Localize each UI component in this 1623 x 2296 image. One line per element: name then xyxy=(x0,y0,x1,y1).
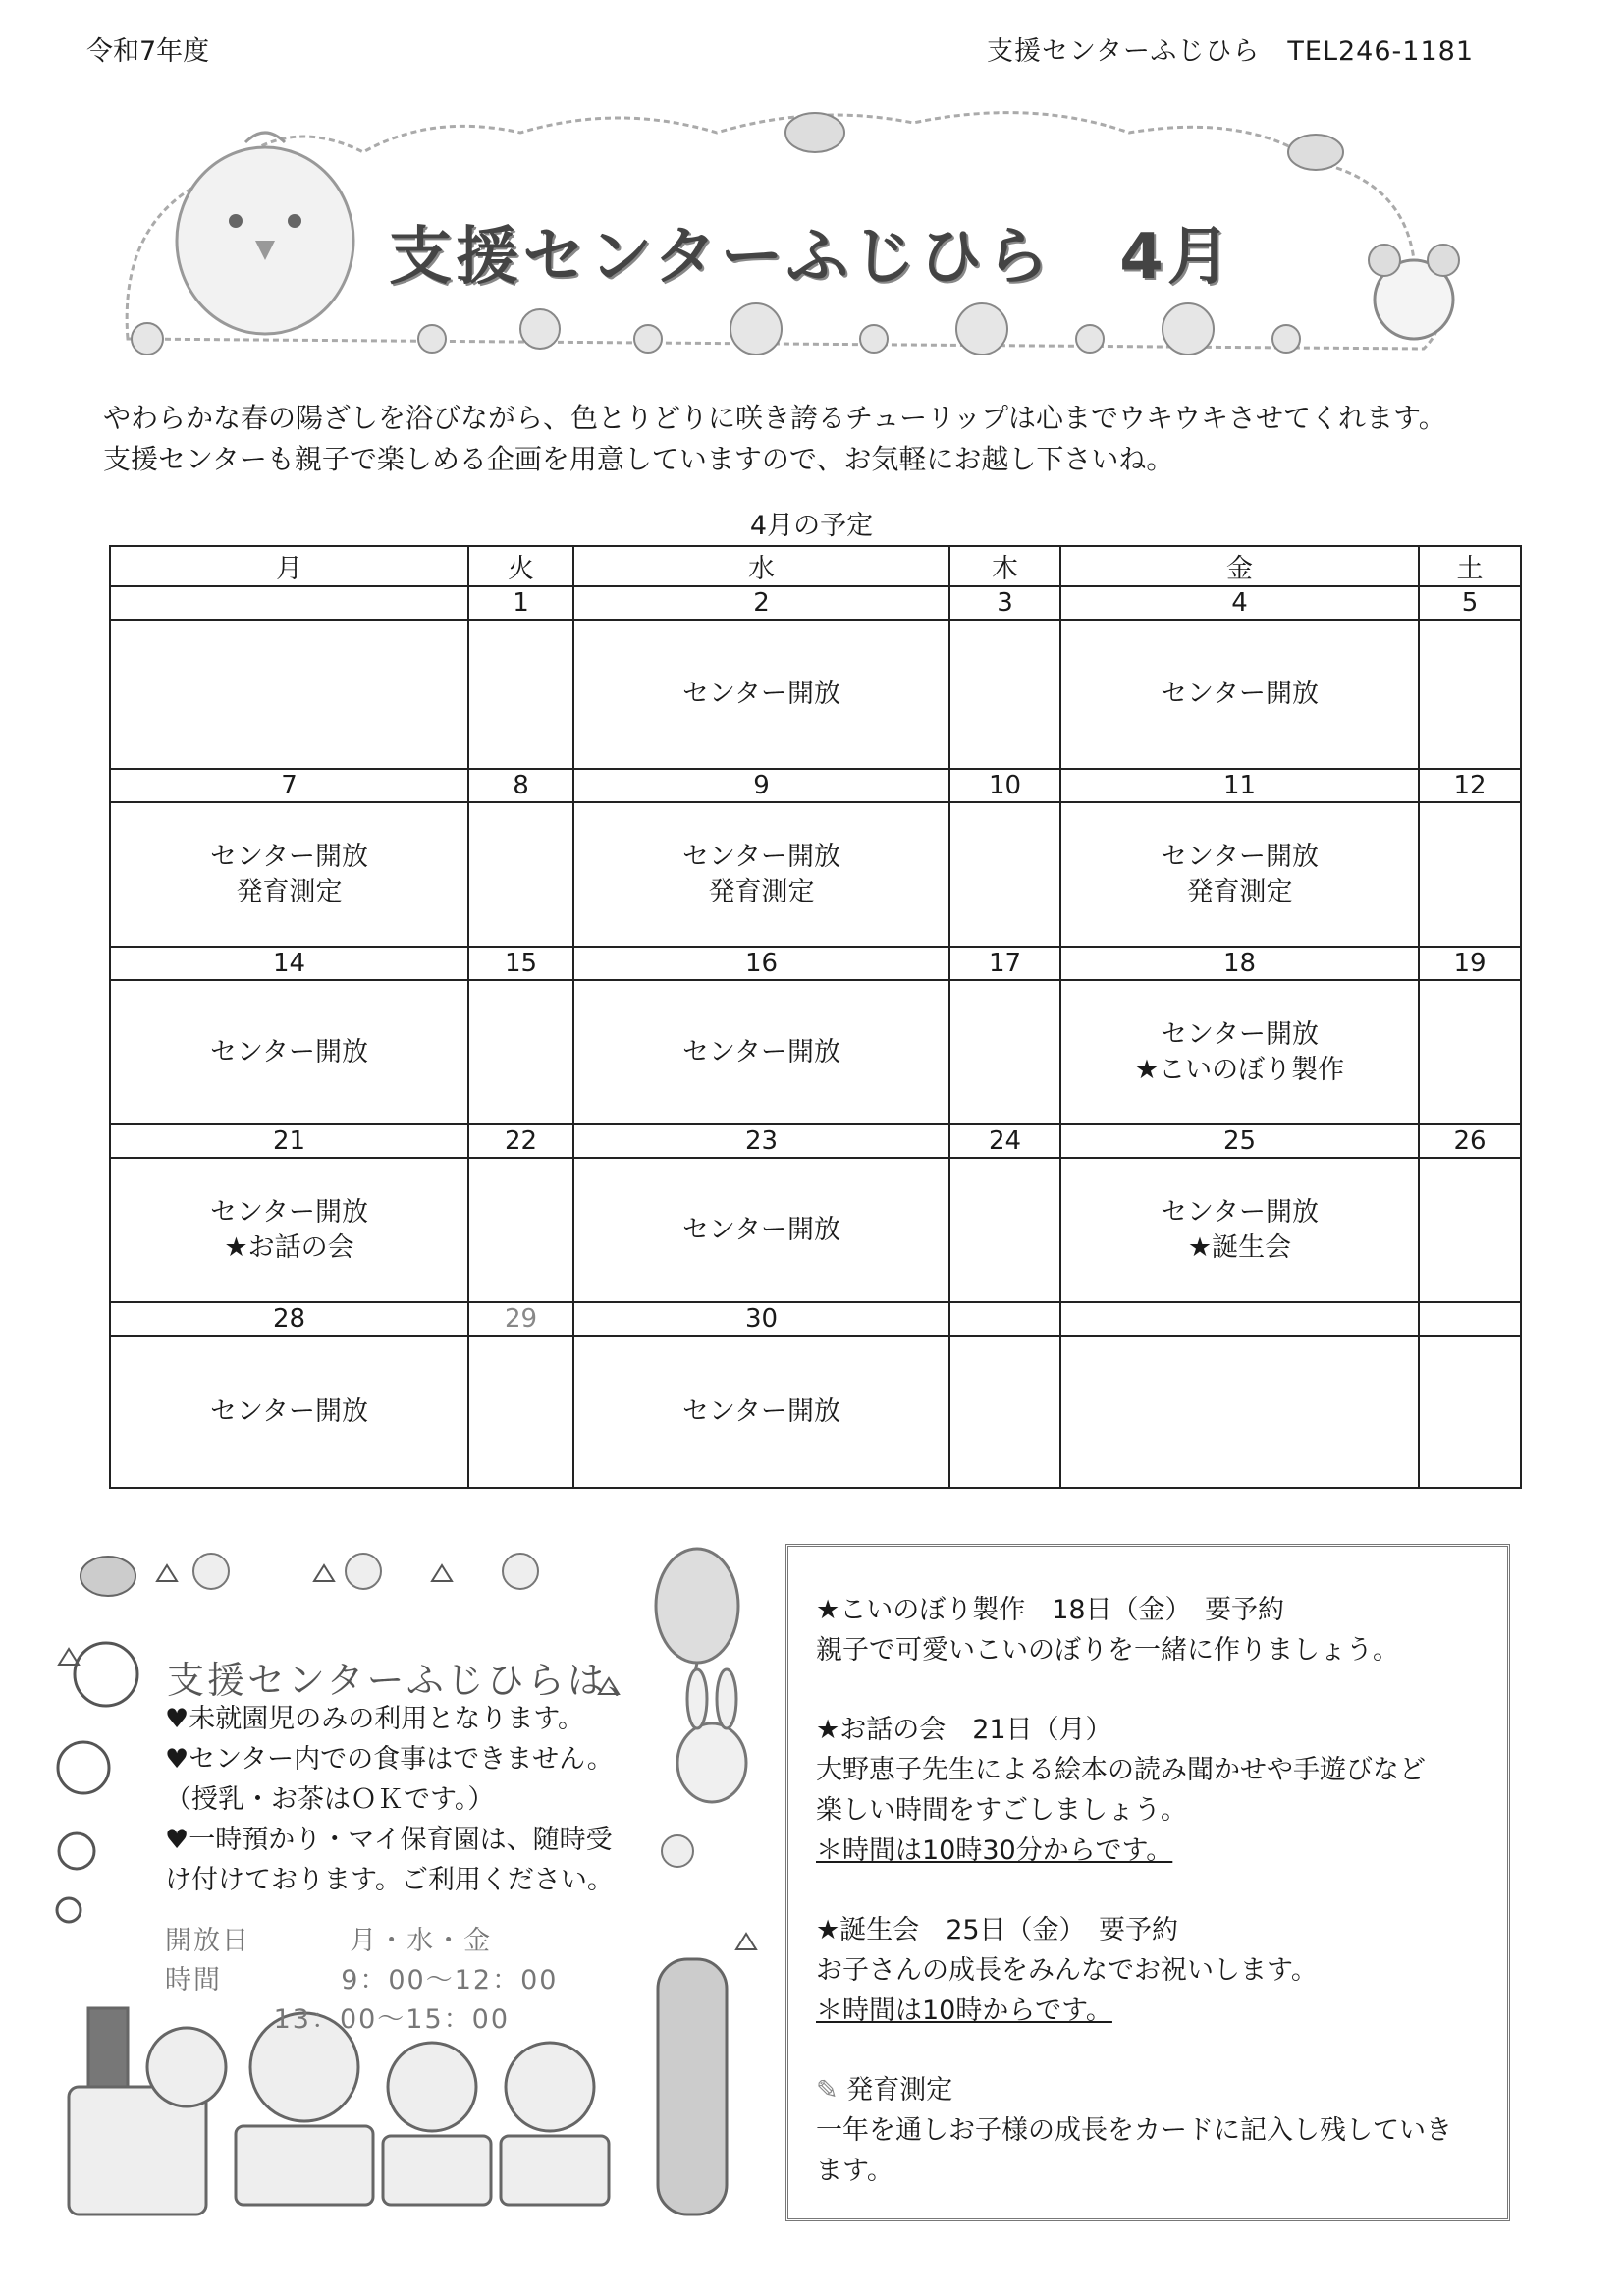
day-cell xyxy=(949,802,1060,947)
date-number: 17 xyxy=(949,947,1060,980)
day-cell xyxy=(949,1336,1060,1488)
usage-note: け付けております。ご利用ください。 xyxy=(165,1865,614,1895)
day-header: 金 xyxy=(1060,546,1419,586)
bird-icon xyxy=(81,1557,135,1596)
date-number: 12 xyxy=(1419,769,1521,802)
event-label: ★誕生会 xyxy=(1187,1231,1292,1263)
day-cell xyxy=(573,620,949,769)
hours-pm: 13：00～15：00 xyxy=(273,2004,511,2035)
date-number: 30 xyxy=(573,1302,949,1336)
event-description: 一年を通しお子様の成長をカードに記入し残していき xyxy=(816,2115,1452,2146)
day-cell xyxy=(110,980,468,1124)
event-description: 大野恵子先生による絵本の読み聞かせや手遊びなど xyxy=(816,1755,1426,1785)
event-label: センター開放 xyxy=(1161,841,1319,872)
open-days-value: 月・水・金 xyxy=(350,1926,493,1956)
day-cell xyxy=(468,1158,573,1302)
event-label: センター開放 xyxy=(682,1036,840,1067)
day-cell xyxy=(573,1158,949,1302)
event-details-panel xyxy=(785,1544,1510,2221)
day-cell xyxy=(110,802,468,947)
open-days-label: 開放日 xyxy=(165,1926,250,1956)
event-label: センター開放 xyxy=(210,841,368,872)
event-label: センター開放 xyxy=(210,1395,368,1427)
event-label: 発育測定 xyxy=(1186,876,1293,907)
date-number: 28 xyxy=(110,1302,468,1336)
event-label: センター開放 xyxy=(1161,1196,1319,1228)
date-number: 11 xyxy=(1060,769,1419,802)
day-cell xyxy=(468,802,573,947)
opening-hours xyxy=(165,1922,558,2040)
date-number: 14 xyxy=(110,947,468,980)
date-number: 4 xyxy=(1060,586,1419,620)
event-label: センター開放 xyxy=(1161,679,1319,709)
event-description: お子さんの成長をみんなでお祝いします。 xyxy=(816,1955,1318,1986)
date-number xyxy=(949,1302,1060,1336)
day-cell xyxy=(949,980,1060,1124)
day-cell xyxy=(949,620,1060,769)
day-header: 木 xyxy=(949,546,1060,586)
day-cell xyxy=(1419,620,1521,769)
event-time-note: ＊時間は10時30分からです。 xyxy=(816,1835,1173,1866)
bee-icon xyxy=(785,113,1343,170)
date-number: 10 xyxy=(949,769,1060,802)
date-number: 7 xyxy=(110,769,468,802)
date-number: 1 xyxy=(468,586,573,620)
day-cell xyxy=(110,1158,468,1302)
day-cell xyxy=(573,1336,949,1488)
day-cell xyxy=(949,1158,1060,1302)
date-number: 23 xyxy=(573,1124,949,1158)
event-label: センター開放 xyxy=(682,679,840,709)
usage-notes xyxy=(165,1699,676,1900)
fiscal-year: 令和7年度 xyxy=(86,36,210,67)
event-detail xyxy=(816,2070,1488,2191)
day-cell xyxy=(110,1336,468,1488)
date-number: 21 xyxy=(110,1124,468,1158)
day-cell xyxy=(1419,980,1521,1124)
day-cell xyxy=(1419,802,1521,947)
hours-am: 9：00～12：00 xyxy=(341,1965,559,1995)
hours-label: 時間 xyxy=(165,1965,222,1995)
usage-note: ♥一時預かり・マイ保育園は、随時受 xyxy=(165,1825,613,1855)
date-number: 9 xyxy=(573,769,949,802)
date-number: 25 xyxy=(1060,1124,1419,1158)
usage-note: ♥センター内での食事はできません。 xyxy=(165,1744,614,1775)
center-contact: 支援センターふじひら TEL246-1181 xyxy=(987,36,1474,67)
date-number: 29 xyxy=(468,1302,573,1336)
date-number: 22 xyxy=(468,1124,573,1158)
date-number xyxy=(110,586,468,620)
event-label: ★お話の会 xyxy=(224,1231,354,1263)
day-cell xyxy=(1060,802,1419,947)
date-number: 8 xyxy=(468,769,573,802)
date-number xyxy=(1060,1302,1419,1336)
event-label: センター開放 xyxy=(682,1214,840,1245)
day-header: 月 xyxy=(110,546,468,586)
intro-line: 支援センターも親子で楽しめる企画を用意していますので、お気軽にお越し下さいね。 xyxy=(103,443,1174,475)
bunny-icon xyxy=(677,1669,746,1802)
day-header: 水 xyxy=(573,546,949,586)
event-label: ★こいのぼり製作 xyxy=(1134,1054,1345,1085)
day-header: 土 xyxy=(1419,546,1521,586)
event-detail xyxy=(816,1910,1488,2031)
bubble-icon xyxy=(57,1643,137,1922)
day-cell xyxy=(1060,1336,1419,1488)
event-heading: ★誕生会 25日（金） 要予約 xyxy=(816,1915,1179,1945)
date-number: 5 xyxy=(1419,586,1521,620)
date-number: 16 xyxy=(573,947,949,980)
day-cell xyxy=(1060,620,1419,769)
day-cell xyxy=(468,620,573,769)
day-header: 火 xyxy=(468,546,573,586)
event-description: 楽しい時間をすごしましょう。 xyxy=(816,1795,1187,1826)
event-label: センター開放 xyxy=(682,841,840,872)
date-number xyxy=(1419,1302,1521,1336)
date-number: 15 xyxy=(468,947,573,980)
event-label: センター開放 xyxy=(1161,1018,1319,1050)
day-cell xyxy=(1419,1158,1521,1302)
event-heading: ★お話の会 21日（月） xyxy=(816,1715,1112,1745)
date-number: 18 xyxy=(1060,947,1419,980)
intro-text xyxy=(103,398,1446,480)
intro-line: やわらかな春の陽ざしを浴びながら、色とりどりに咲き誇るチューリップは心までウキウキさせてくれます。 xyxy=(103,402,1446,434)
day-cell xyxy=(573,980,949,1124)
event-label: センター開放 xyxy=(210,1196,368,1228)
event-detail xyxy=(816,1710,1488,1871)
day-cell xyxy=(1060,980,1419,1124)
date-number: 24 xyxy=(949,1124,1060,1158)
monthly-calendar xyxy=(109,545,1522,1489)
usage-note: （授乳・お茶はＯＫです。） xyxy=(165,1784,495,1815)
date-number: 19 xyxy=(1419,947,1521,980)
date-number: 26 xyxy=(1419,1124,1521,1158)
event-description: ます。 xyxy=(816,2156,893,2186)
usage-note: ♥未就園児のみの利用となります。 xyxy=(165,1704,585,1734)
event-detail xyxy=(816,1590,1488,1670)
event-label: センター開放 xyxy=(682,1395,840,1427)
date-number: 2 xyxy=(573,586,949,620)
calendar-title: 4月の予定 xyxy=(749,511,874,541)
day-cell xyxy=(1419,1336,1521,1488)
event-label: 発育測定 xyxy=(236,876,343,907)
day-cell xyxy=(110,620,468,769)
event-label: センター開放 xyxy=(210,1036,368,1067)
event-description: 親子で可愛いこいのぼりを一緒に作りましょう。 xyxy=(816,1635,1399,1666)
day-cell xyxy=(468,980,573,1124)
panel-title: 支援センターふじひらは、 xyxy=(167,1659,648,1702)
day-cell xyxy=(573,802,949,947)
measure-icon: ✎ xyxy=(816,2075,839,2105)
page-title: 支援センターふじひら 4月 xyxy=(389,221,1234,294)
date-number: 3 xyxy=(949,586,1060,620)
event-label: 発育測定 xyxy=(708,876,815,907)
event-time-note: ＊時間は10時からです。 xyxy=(816,1995,1112,2026)
event-heading: ★こいのぼり製作 18日（金） 要予約 xyxy=(816,1595,1285,1625)
day-cell xyxy=(1060,1158,1419,1302)
event-heading: 発育測定 xyxy=(846,2075,953,2105)
day-cell xyxy=(468,1336,573,1488)
